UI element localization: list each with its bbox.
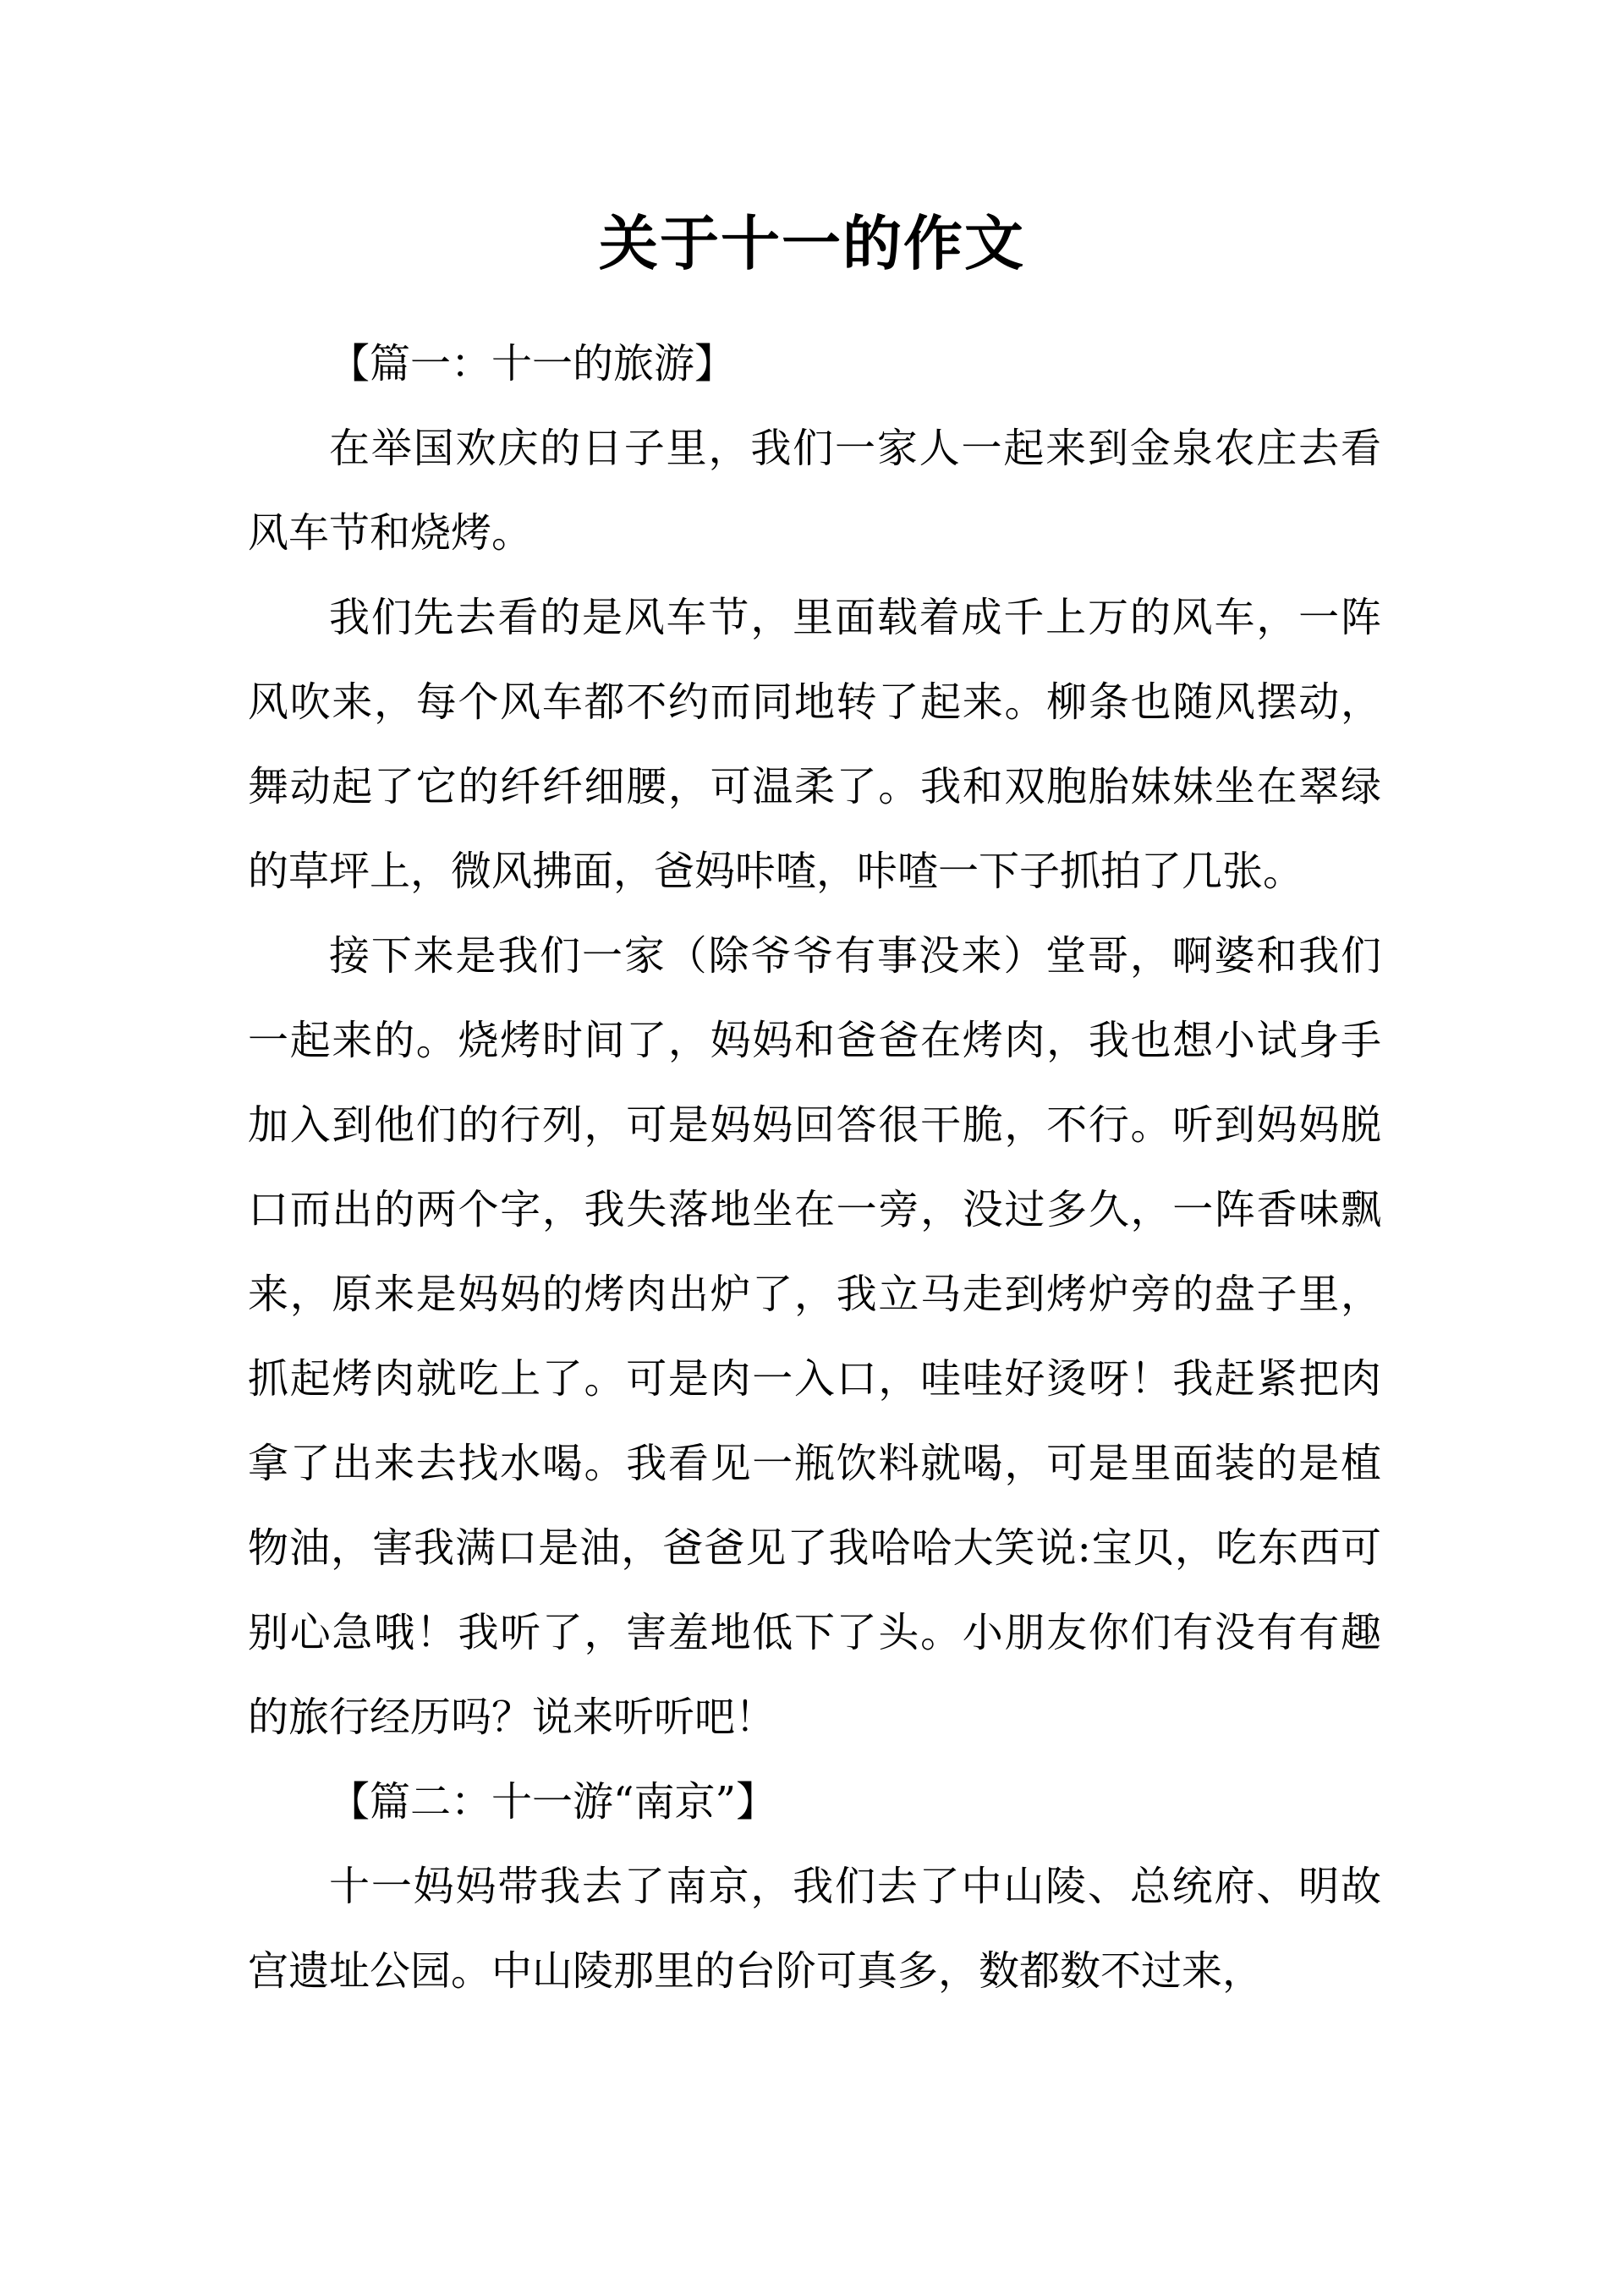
paragraph: 十一妈妈带我去了南京，我们去了中山陵、总统府、明故宫遗址公园。中山陵那里的台阶可真多，数都数不过来， [248,1863,1381,1995]
document-title: 关于十一的作文 [599,209,1025,278]
paragraph: 接下来是我们一家（除爷爷有事没来）堂哥，啊婆和我们一起来的。烧烤时间了，妈妈和爸爸在烤肉，我也想小试身手加入到他们的行列，可是妈妈回答很干脆，不行。听到妈妈脱口而出的两个字，我失落地坐在一旁，没过多久，一阵香味飘来，原来是妈妈的烤肉出炉了，我立马走到烤炉旁的盘子里，抓起烤肉就吃上了。可是肉一入口，哇哇好烫呀！我赶紧把肉拿了出来去找水喝。我看见一瓶饮料就喝，可是里面装的是植物油，害我满口是油，爸爸见了我哈哈大笑说:宝贝，吃东西可别心急哦！我听了，害羞地低下了头。小朋友你们有没有有趣的旅行经历吗？说来听听吧！ [248,932,1381,1741]
section-heading-2: 【篇二：十一游“南京”】 [329,1778,777,1826]
document-body [248,321,1381,2013]
paragraph: 我们先去看的是风车节，里面载着成千上万的风车，一阵风吹来，每个风车都不约而同地转了起来。柳条也随风摆动，舞动起了它的纤纤细腰，可温柔了。我和双胞胎妹妹坐在翠绿的草坪上，微风拂面，爸妈咔喳，咔喳一下子抓拍了几张。 [248,594,1381,895]
section-heading-1: 【篇一：十一的旅游】 [329,340,736,387]
paragraph: 在举国欢庆的日子里，我们一家人一起来到金泉农庄去看风车节和烧烤。 [248,425,1381,557]
